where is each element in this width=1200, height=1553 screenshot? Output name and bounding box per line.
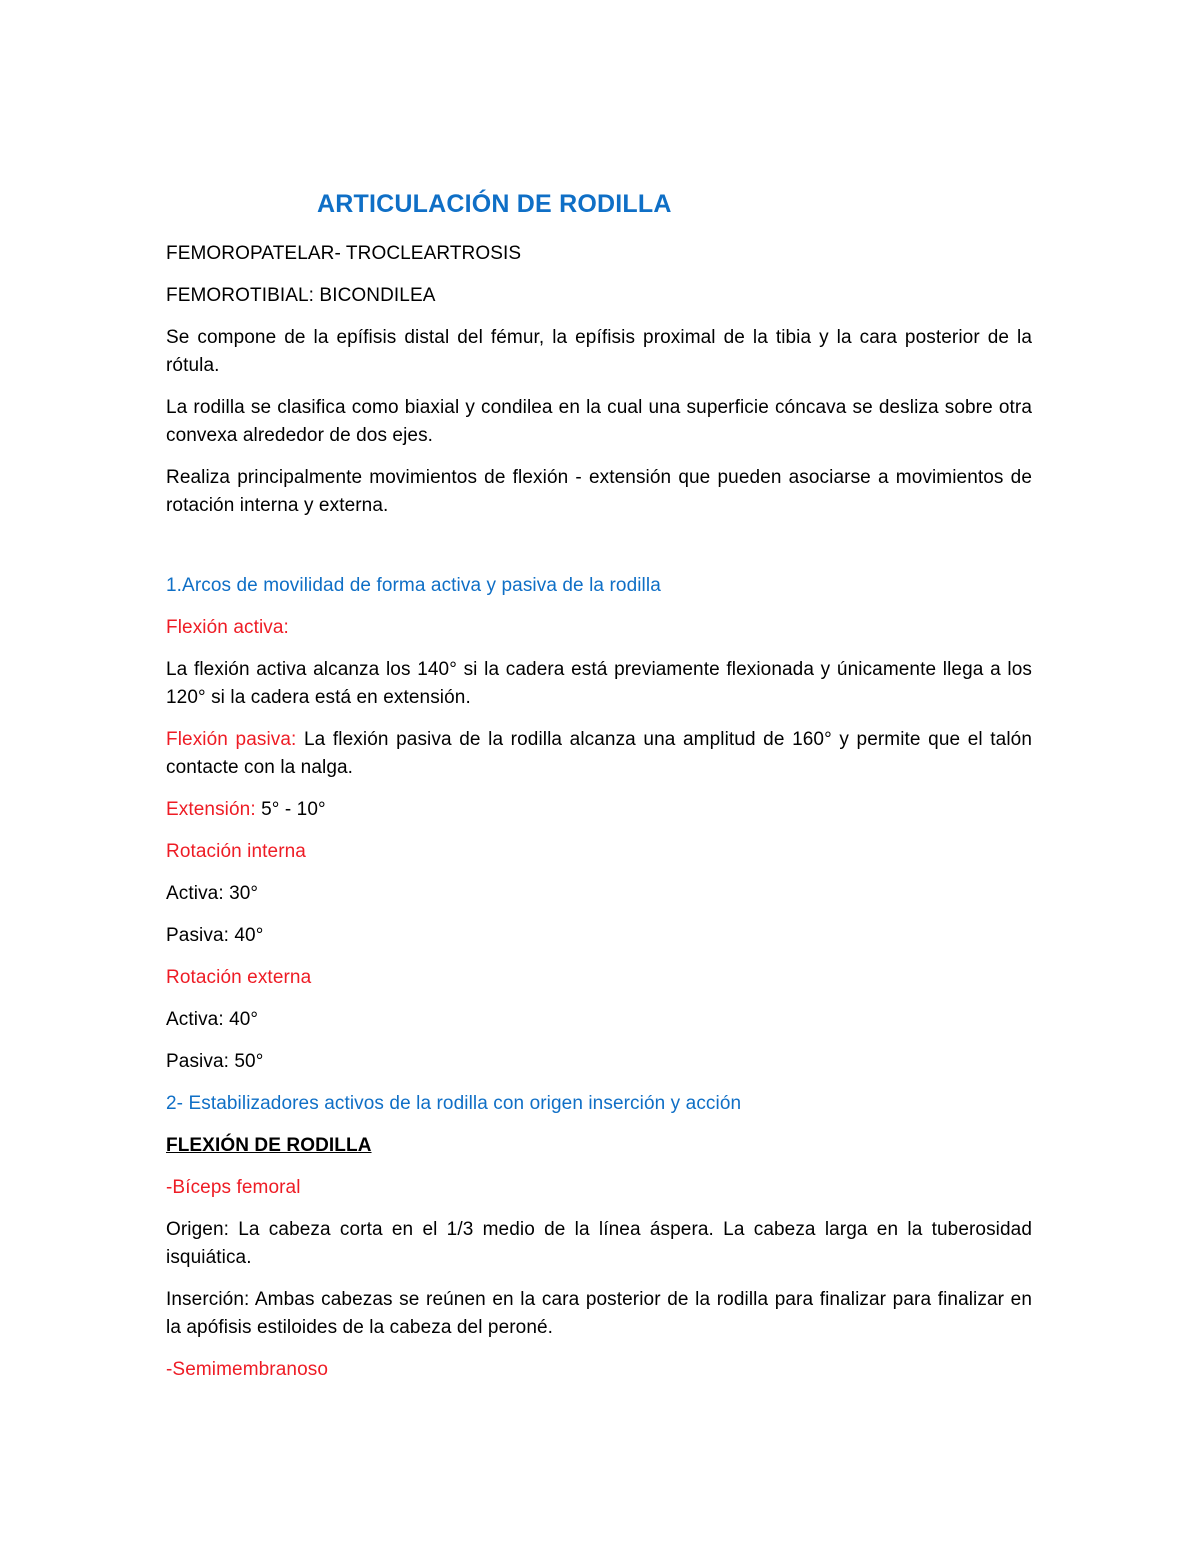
section2-heading: 2- Estabilizadores activos de la rodilla con origen inserción y acción bbox=[166, 1093, 742, 1114]
flexion-activa-paragraph: La flexión activa alcanza los 140° si la cadera está previamente flexionada y únicamente llega a los 120° si la cadera está en extensión. bbox=[166, 659, 1032, 708]
femorotibial-line: FEMOROTIBIAL: BICONDILEA bbox=[166, 285, 436, 306]
rotacion-externa-activa: Activa: 40° bbox=[166, 1009, 259, 1030]
flexion-activa-label: Flexión activa: bbox=[166, 617, 289, 638]
section1-heading: 1.Arcos de movilidad de forma activa y pasiva de la rodilla bbox=[166, 575, 661, 596]
rotacion-interna-label: Rotación interna bbox=[166, 841, 306, 862]
document-content bbox=[166, 188, 1032, 1384]
extension-label: Extensión: bbox=[166, 799, 256, 820]
flexion-rodilla-heading: FLEXIÓN DE RODILLA bbox=[166, 1135, 372, 1156]
flexion-pasiva-text: La flexión pasiva de la rodilla alcanza una amplitud de 160° y permite que el talón contacte con la nalga. bbox=[166, 729, 1033, 778]
rotacion-externa-pasiva: Pasiva: 50° bbox=[166, 1051, 264, 1072]
rotacion-interna-pasiva: Pasiva: 40° bbox=[166, 925, 264, 946]
origen-paragraph: Origen: La cabeza corta en el 1/3 medio de la línea áspera. La cabeza larga en la tuberosidad isquiática. bbox=[166, 1219, 1032, 1268]
extension-line bbox=[166, 796, 1032, 824]
rotacion-externa-label: Rotación externa bbox=[166, 967, 312, 988]
classification-paragraph: La rodilla se clasifica como biaxial y condilea en la cual una superficie cóncava se desliza sobre otra convexa alrededor de dos ejes. bbox=[166, 397, 1032, 446]
biceps-femoral-label: -Bíceps femoral bbox=[166, 1177, 301, 1198]
document-title: ARTICULACIÓN DE RODILLA bbox=[317, 190, 672, 218]
semimembranoso-label: -Semimembranoso bbox=[166, 1359, 328, 1380]
flexion-pasiva-label: Flexión pasiva: bbox=[166, 729, 297, 750]
movements-paragraph: Realiza principalmente movimientos de flexión - extensión que pueden asociarse a movimientos de rotación interna y externa. bbox=[166, 467, 1032, 516]
insercion-paragraph: Inserción: Ambas cabezas se reúnen en la cara posterior de la rodilla para finalizar para finalizar en la apófisis estiloides de la cabeza del peroné. bbox=[166, 1289, 1032, 1338]
extension-value: 5° - 10° bbox=[255, 799, 326, 820]
composition-paragraph: Se compone de la epífisis distal del fémur, la epífisis proximal de la tibia y la cara posterior de la rótula. bbox=[166, 327, 1032, 376]
rotacion-interna-activa: Activa: 30° bbox=[166, 883, 259, 904]
femoropatelar-line: FEMOROPATELAR- TROCLEARTROSIS bbox=[166, 243, 522, 264]
flexion-pasiva-paragraph bbox=[166, 726, 1032, 782]
